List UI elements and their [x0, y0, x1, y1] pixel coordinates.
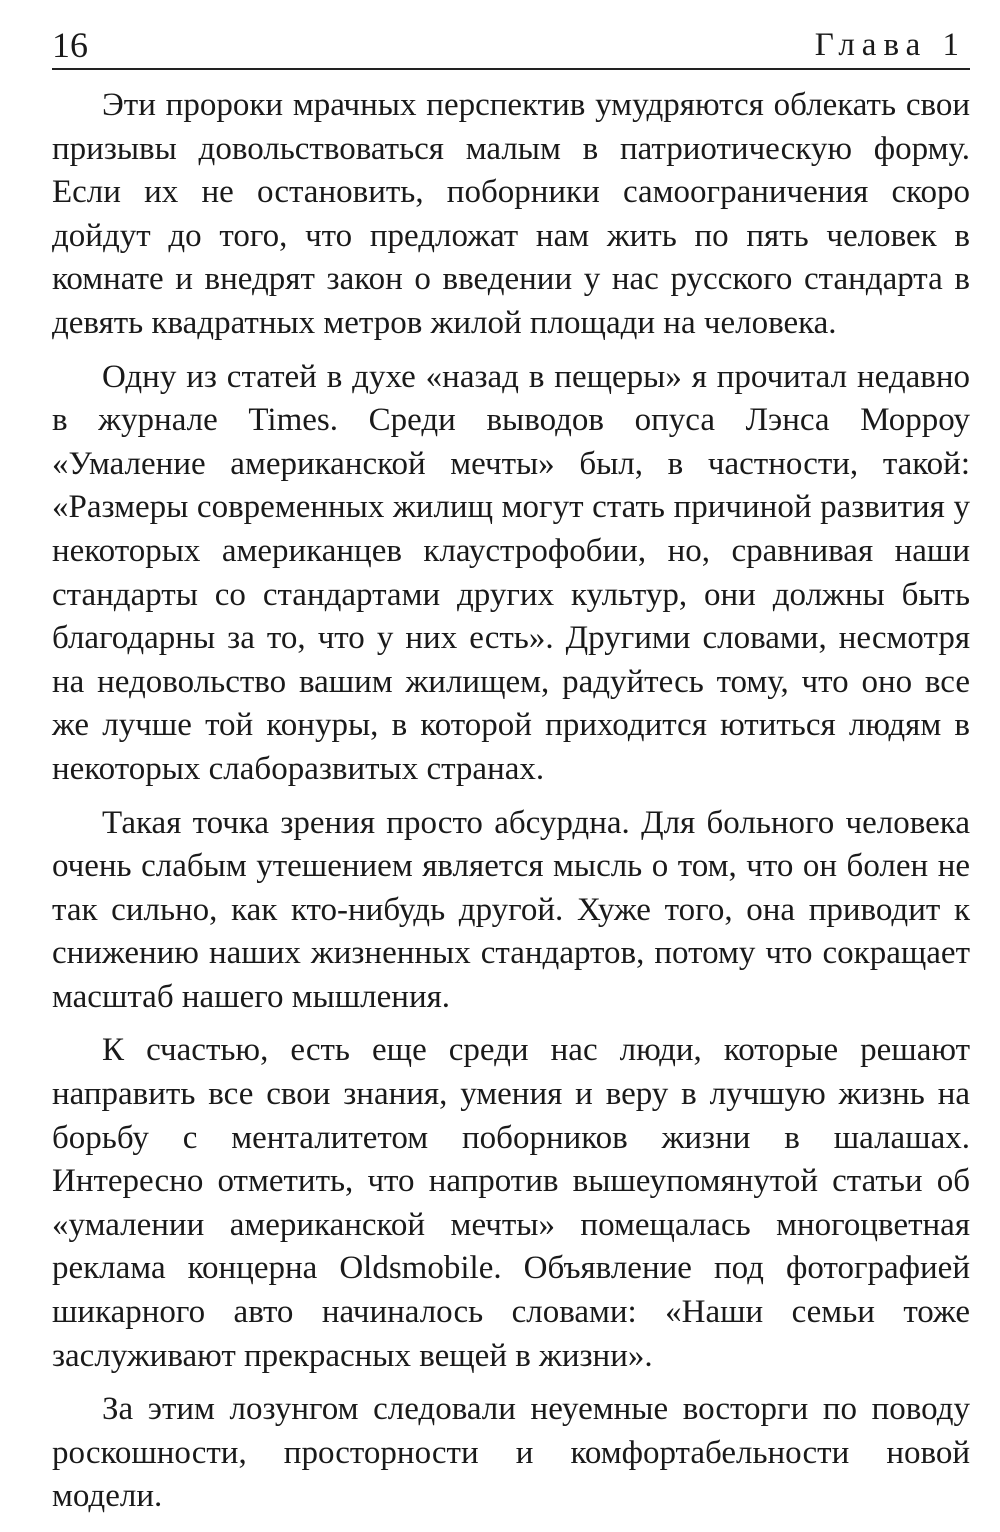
chapter-title: Глава 1	[814, 27, 966, 63]
paragraph-3: Такая точка зрения просто абсурдна. Для больного человека очень слабым утешением является мысль о том, что он болен не так сильно, как кто-нибудь другой. Хуже того, она приводит к снижению наших жизненных стандартов, потому что сокращает масштаб нашего мышления.	[52, 804, 970, 1015]
running-header	[52, 22, 970, 70]
paragraph-1: Эти пророки мрачных перспектив умудряются облекать свои призывы довольствоваться малым в патриотическую форму. Если их не остановить, поборники самоограничения скоро дойдут до того, что предложат нам жить по пять человек в комнате и внедрят закон о введении у нас русского стандарта в девять квадратных метров жилой площади на человека.	[52, 87, 970, 341]
page-number: 16	[52, 25, 88, 65]
paragraph-4: К счастью, есть еще среди нас люди, которые решают направить все свои знания, умения и веру в лучшую жизнь на борьбу с менталитетом поборников жизни в шалашах. Интересно отметить, что напротив вышеупомянутой статьи об «умалении американской мечты» помещалась многоцветная реклама концерна Oldsmobile. Объявление под фотографией шикарного авто начиналось словами: «Наши семьи тоже заслуживают прекрасных вещей в жизни».	[52, 1032, 970, 1374]
paragraph-5: За этим лозунгом следовали неуемные восторги по поводу роскошности, просторности и комфортабельности новой модели.	[52, 1391, 970, 1515]
body-text	[52, 84, 970, 1519]
paragraph-2: Одну из статей в духе «назад в пещеры» я прочитал недавно в журнале Times. Среди выводов опуса Лэнса Морроу «Умаление американской мечты» был, в частности, такой: «Размеры современных жилищ могут стать причиной развития у некоторых американцев клаустрофобии, но, сравнивая наши стандарты со стандартами других культур, они должны быть благодарны за то, что у них есть». Другими словами, несмотря на недовольство вашим жилищем, радуйтесь тому, что оно все же лучше той конуры, в которой приходится ютиться людям в некоторых слаборазвитых странах.	[52, 358, 970, 787]
book-page	[52, 22, 970, 1519]
